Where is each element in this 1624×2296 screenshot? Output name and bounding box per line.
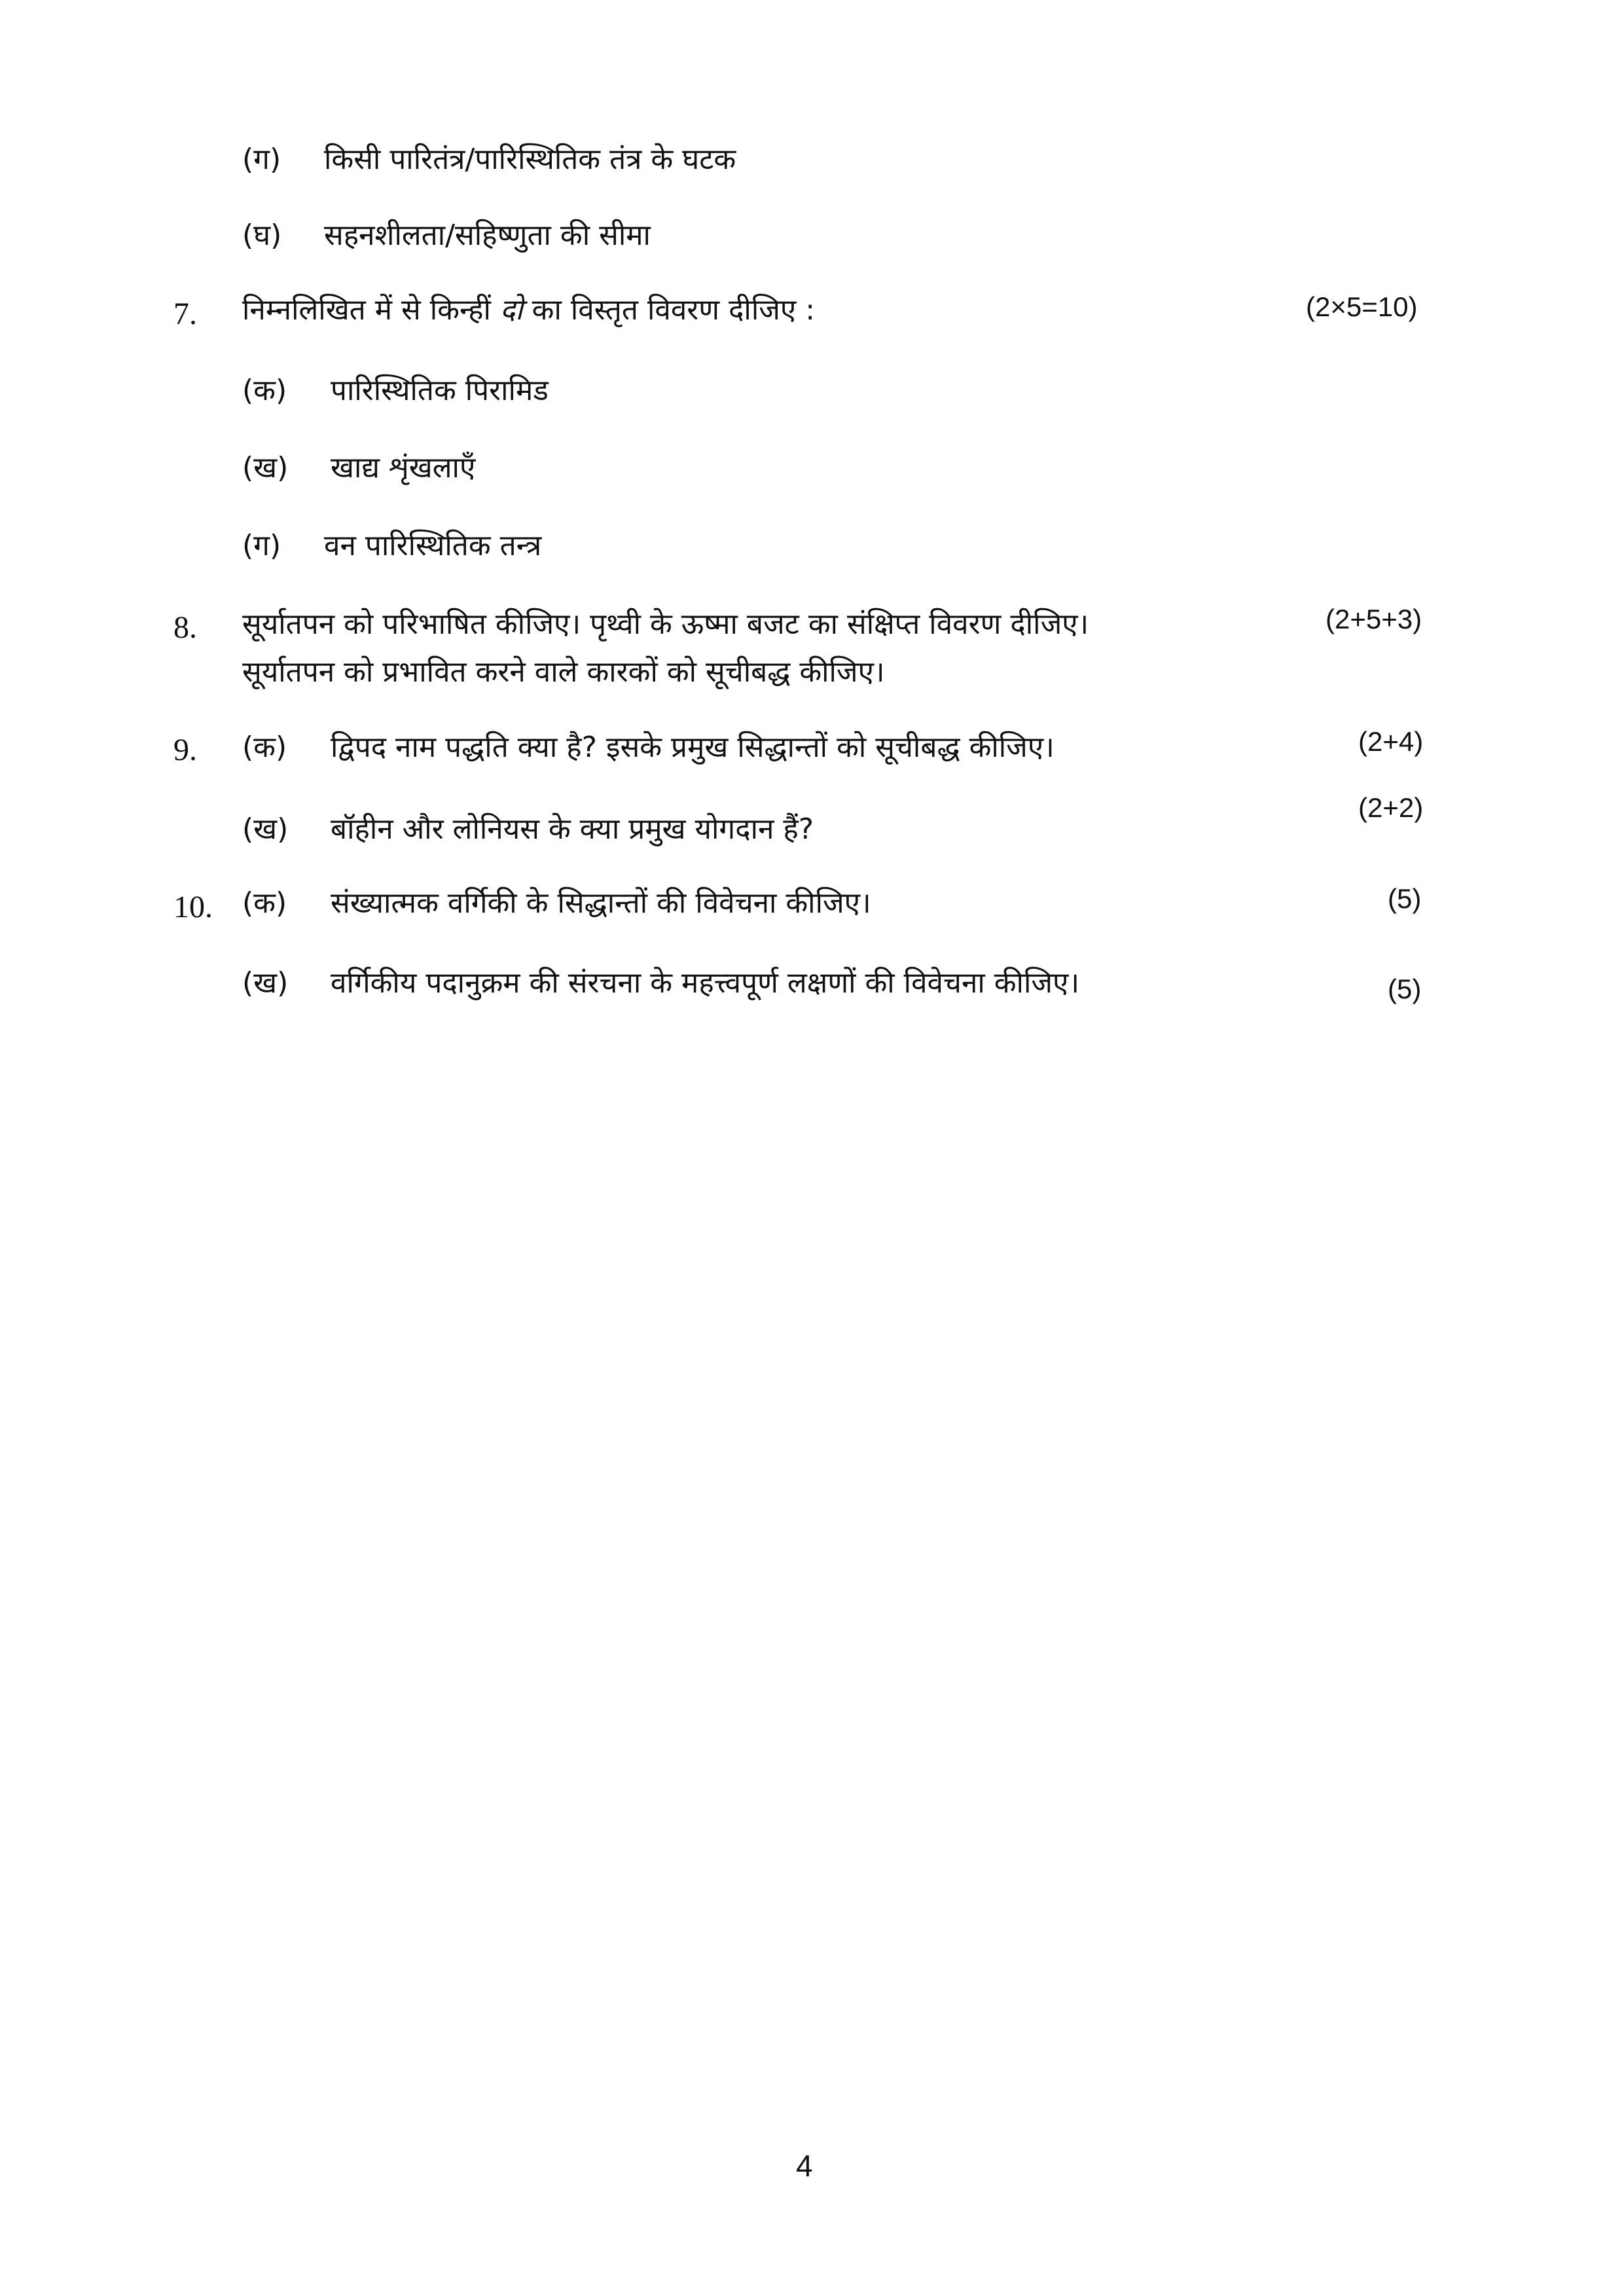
part-label: (क) (242, 886, 287, 920)
part-marks: (2+2) (1358, 792, 1424, 823)
part-label: (क) (242, 731, 287, 764)
part-marks: (5) (1388, 974, 1422, 1004)
question-marks: (2×5=10) (1306, 291, 1418, 322)
part-text: बॉहीन और लोनियस के क्या प्रमुख योगदान हैं? (331, 812, 814, 846)
question-number: 8. (173, 610, 197, 645)
option-text: खाद्य शृंखलाएँ (331, 451, 476, 484)
option-label: (ख) (242, 451, 289, 484)
question-text-part: निम्नलिखित में से किन्हीं (242, 293, 491, 327)
part-text: संख्यात्मक वर्गिकी के सिद्धान्तों की विवेचना कीजिए। (331, 886, 871, 920)
part-text: द्विपद नाम पद्धति क्या है? इसके प्रमुख सिद्धान्तों को सूचीबद्ध कीजिए। (331, 731, 1055, 764)
part-marks: (5) (1388, 883, 1422, 914)
question-number: 9. (173, 733, 197, 767)
question-emphasis: दो (499, 293, 523, 327)
item-text: सहनशीलता/सहिष्णुता की सीमा (324, 219, 651, 252)
item-label: (घ) (242, 219, 282, 252)
option-text: वन पारिस्थितिक तन्त्र (324, 529, 542, 562)
part-label: (ख) (242, 966, 289, 1000)
part-text: वर्गिकीय पदानुक्रम की संरचना के महत्त्वपूर्ण लक्षणों की विवेचना कीजिए। (331, 966, 1079, 1000)
question-number: 7. (173, 297, 197, 331)
item-label: (ग) (242, 143, 281, 176)
option-label: (क) (242, 374, 287, 407)
question-text (242, 293, 816, 327)
question-marks: (2+5+3) (1326, 604, 1422, 634)
option-label: (ग) (242, 529, 281, 562)
page-number: 4 (796, 2149, 813, 2183)
question-text-line: सूर्यातपन को प्रभावित करने वाले कारकों को सूचीबद्ध कीजिए। (242, 655, 885, 689)
part-marks: (2+4) (1358, 726, 1424, 757)
question-text-line: सूर्यातपन को परिभाषित कीजिए। पृथ्वी के ऊष्मा बजट का संक्षिप्त विवरण दीजिए। (242, 608, 1089, 641)
option-text: पारिस्थितिक पिरामिड (331, 374, 549, 407)
question-text-part: का विस्तृत विवरण दीजिए : (532, 293, 816, 327)
item-text: किसी पारितंत्र/पारिस्थितिक तंत्र के घटक (324, 143, 736, 176)
part-label: (ख) (242, 812, 289, 846)
question-number: 10. (173, 890, 213, 924)
